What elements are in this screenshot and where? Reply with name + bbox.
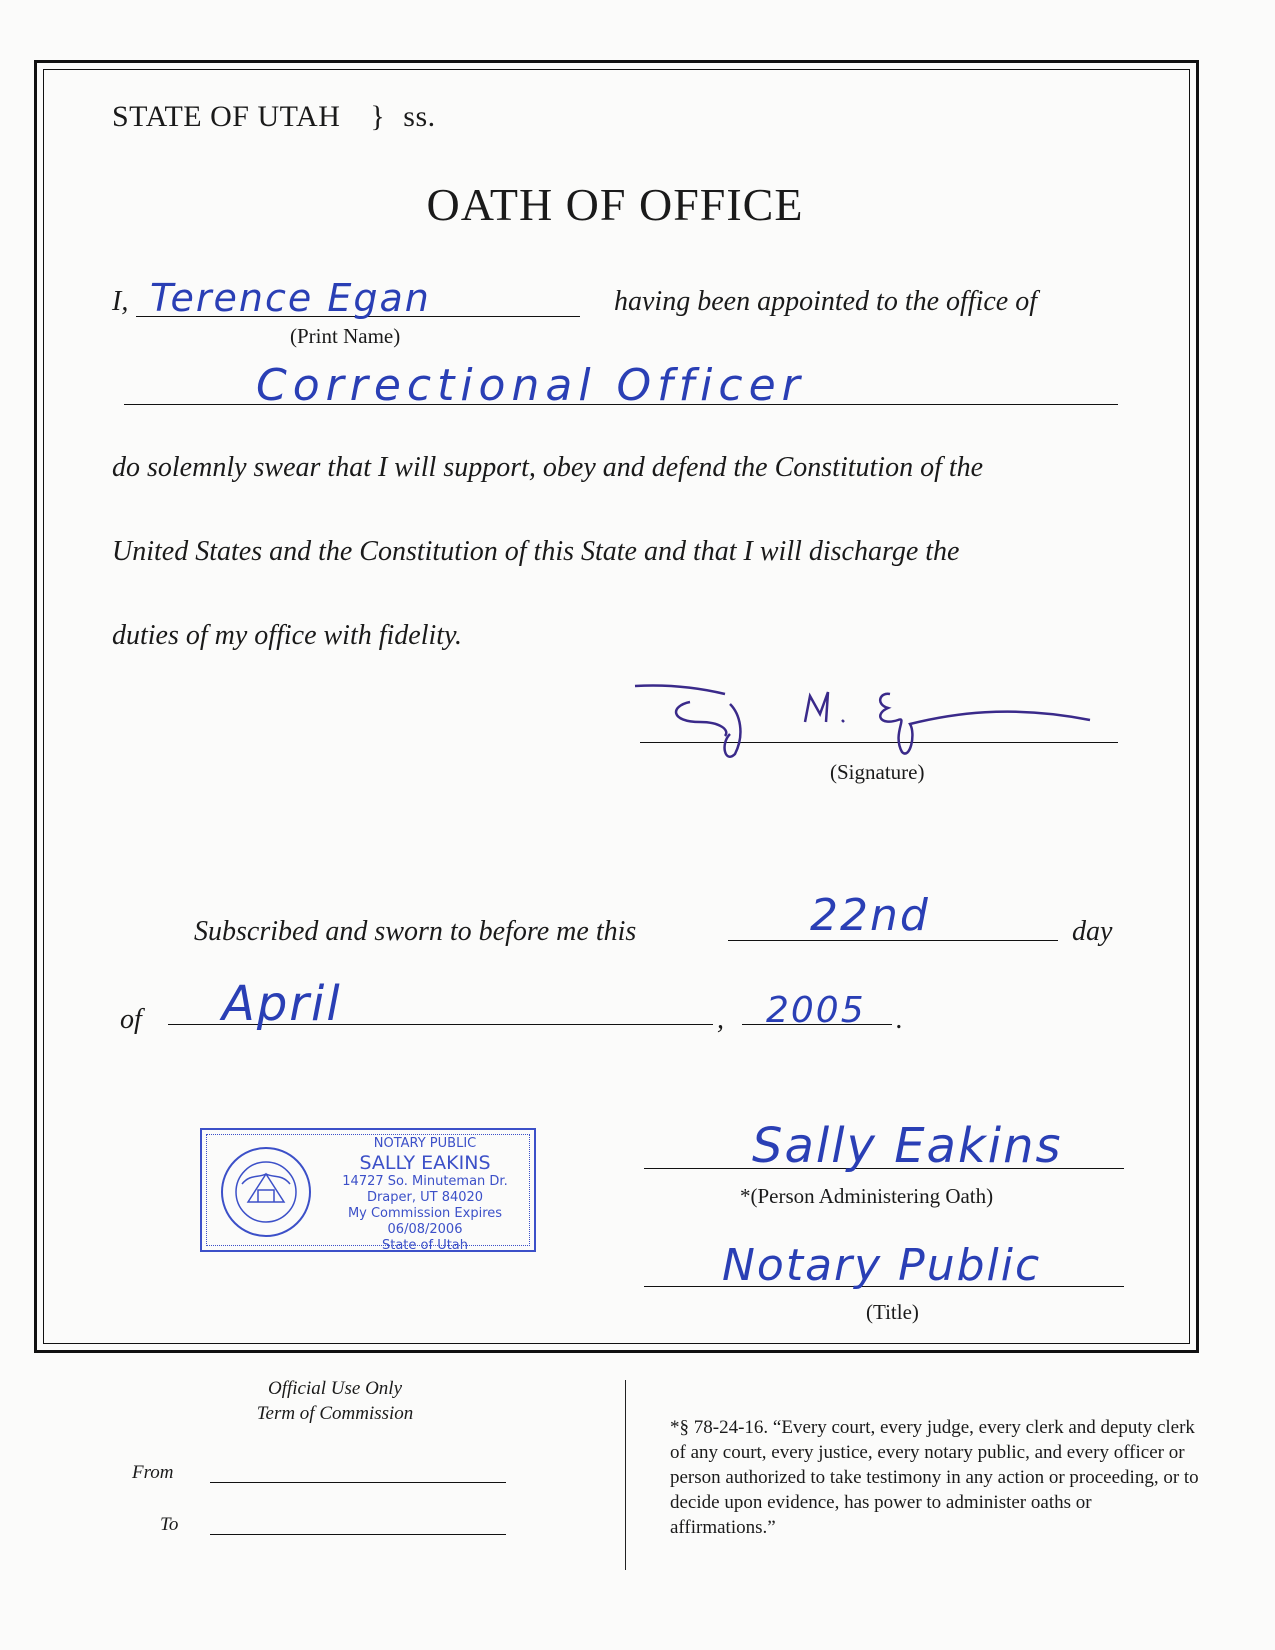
from-label: From xyxy=(132,1462,174,1483)
handwritten-notary-signature: Sally Eakins xyxy=(752,1118,1063,1174)
title-caption: (Title) xyxy=(866,1300,919,1324)
oath-line-1: do solemnly swear that I will support, obey and defend the Constitution of the xyxy=(112,452,984,483)
to-label: To xyxy=(160,1514,179,1535)
stamp-line-2: SALLY EAKINS xyxy=(359,1152,491,1174)
stamp-line-1: NOTARY PUBLIC xyxy=(373,1136,477,1151)
from-line xyxy=(210,1482,506,1483)
stamp-line-4: Draper, UT 84020 xyxy=(366,1190,484,1205)
appointed-text: having been appointed to the office of xyxy=(614,286,1038,317)
state-heading: STATE OF UTAH } ss. xyxy=(112,100,436,133)
oath-line-3: duties of my office with fidelity. xyxy=(112,620,462,651)
official-use-heading: Official Use Only xyxy=(267,1378,403,1399)
i-prefix: I, xyxy=(112,286,129,317)
administer-caption: *(Person Administering Oath) xyxy=(740,1184,994,1208)
handwritten-name: Terence Egan xyxy=(150,276,431,320)
of-word: of xyxy=(120,1004,142,1035)
stamp-line-6: State of Utah xyxy=(381,1238,469,1253)
document-title: OATH OF OFFICE xyxy=(426,179,804,230)
stamp-line-3: 14727 So. Minuteman Dr. xyxy=(342,1174,508,1189)
stamp-line-5: My Commission Expires 06/08/2006 xyxy=(347,1206,503,1237)
oath-taker-signature xyxy=(630,674,1100,764)
handwritten-title: Notary Public xyxy=(722,1240,1042,1291)
subscribed-text: Subscribed and sworn to before me this xyxy=(194,916,637,947)
handwritten-office: Correctional Officer xyxy=(256,360,806,411)
print-name-caption: (Print Name) xyxy=(290,324,401,348)
notary-stamp xyxy=(200,1128,536,1252)
handwritten-day: 22nd xyxy=(810,890,930,941)
day-word: day xyxy=(1072,916,1113,947)
handwritten-month: April xyxy=(222,976,342,1032)
handwritten-year: 2005 xyxy=(766,990,866,1031)
statute-footnote: *§ 78-24-16. “Every court, every judge, every clerk and deputy clerk of any court, every justice, every notary public, and every officer or person authorized to take testimony in any action or proceeding, or to decide upon evidence, has power to administer oaths or affirmations.” xyxy=(670,1417,1199,1538)
signature-caption: (Signature) xyxy=(830,760,925,784)
period: . xyxy=(896,1004,903,1035)
state-seal-icon xyxy=(218,1144,314,1240)
comma: , xyxy=(717,1004,724,1035)
footer-divider xyxy=(625,1380,626,1570)
oath-line-2: United States and the Constitution of this State and that I will discharge the xyxy=(112,536,960,567)
term-heading: Term of Commission xyxy=(256,1403,414,1424)
to-line xyxy=(210,1534,506,1535)
